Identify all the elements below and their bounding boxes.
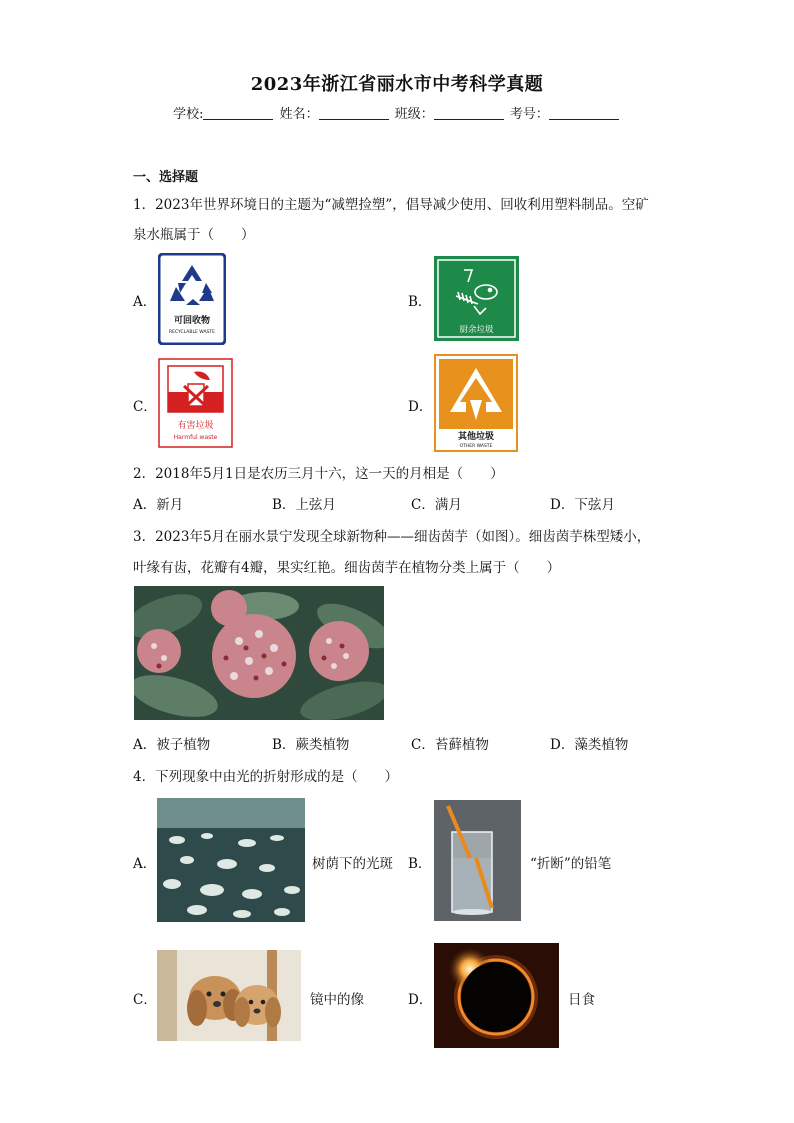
q3-options (133, 733, 693, 753)
q4-option-b-label: B． (408, 856, 432, 872)
sign-b-cn: 厨余垃圾 (459, 325, 494, 335)
q1-option-b-label: B． (408, 294, 432, 310)
other-waste-sign (434, 354, 518, 452)
pencil-in-glass-photo (434, 800, 521, 921)
q4-caption-d: 日食 (568, 992, 595, 1008)
name-label: 姓名： (279, 107, 319, 122)
exam-no-label: 考号： (509, 107, 549, 122)
class-blank (434, 106, 504, 120)
q3-option-d: D．藻类植物 (550, 737, 629, 753)
q3-option-c: C．苔藓植物 (411, 737, 489, 753)
q4-option-c-label: C． (133, 992, 157, 1008)
q3-option-b: B．蕨类植物 (272, 737, 350, 753)
class-label: 班级： (394, 107, 434, 122)
kitchen-waste-sign (434, 256, 519, 341)
tree-shade-light-spots-photo (157, 798, 305, 922)
q4-option-a-label: A． (133, 856, 157, 872)
solar-eclipse-photo (434, 943, 559, 1048)
q4-caption-a: 树荫下的光斑 (312, 856, 393, 872)
school-blank (203, 106, 273, 120)
sign-c-en: Harmful waste (173, 434, 218, 441)
q2-option-b: B．上弦月 (272, 497, 336, 513)
q3-line1: 3．2023年5月在丽水景宁发现全球新物种——细齿茵芋（如图）。细齿茵芋株型矮小， (133, 529, 651, 545)
sign-c-cn: 有害垃圾 (177, 421, 214, 431)
q4-caption-c: 镜中的像 (310, 992, 364, 1008)
q1-line2: 泉水瓶属于（ ） (133, 227, 255, 243)
q4-stem: 4．下列现象中由光的折射形成的是（ ） (133, 769, 399, 785)
recyclable-waste-sign (158, 253, 226, 345)
q2-option-d: D．下弦月 (550, 497, 615, 513)
skimmia-flower-photo (134, 586, 384, 720)
exam-no-blank (549, 106, 619, 120)
section-heading: 一、选择题 (133, 170, 199, 185)
q2-option-a: A．新月 (133, 497, 184, 513)
q2-stem: 2．2018年5月1日是农历三月十六，这一天的月相是（ ） (133, 466, 504, 482)
q1-option-a-label: A． (133, 294, 157, 310)
q2-option-c: C．满月 (411, 497, 462, 513)
q2-options (133, 493, 693, 513)
q1-line1: 1．2023年世界环境日的主题为“减塑捡塑”，倡导减少使用、回收利用塑料制品。空矿 (133, 197, 649, 213)
q4-option-d-label: D． (408, 992, 433, 1008)
sign-d-cn: 其他垃圾 (457, 432, 495, 442)
dogs-in-mirror-photo (157, 950, 301, 1041)
sign-a-cn: 可回收物 (173, 316, 211, 326)
sign-d-en: OTHER WASTE (459, 444, 493, 449)
name-blank (319, 106, 389, 120)
student-info-line (0, 103, 794, 122)
q3-line2: 叶缘有齿，花瓣有4瓣，果实红艳。细齿茵芋在植物分类上属于（ ） (133, 560, 561, 576)
q4-caption-b: “折断”的铅笔 (530, 856, 612, 872)
q1-option-d-label: D． (408, 399, 433, 415)
page-title: 2023年浙江省丽水市中考科学真题 (250, 74, 544, 95)
q1-option-c-label: C． (133, 399, 157, 415)
school-label: 学校: (173, 107, 204, 122)
sign-a-en: RECYCLABLE WASTE (169, 330, 215, 335)
q3-option-a: A．被子植物 (133, 737, 211, 753)
harmful-waste-sign (158, 358, 233, 448)
